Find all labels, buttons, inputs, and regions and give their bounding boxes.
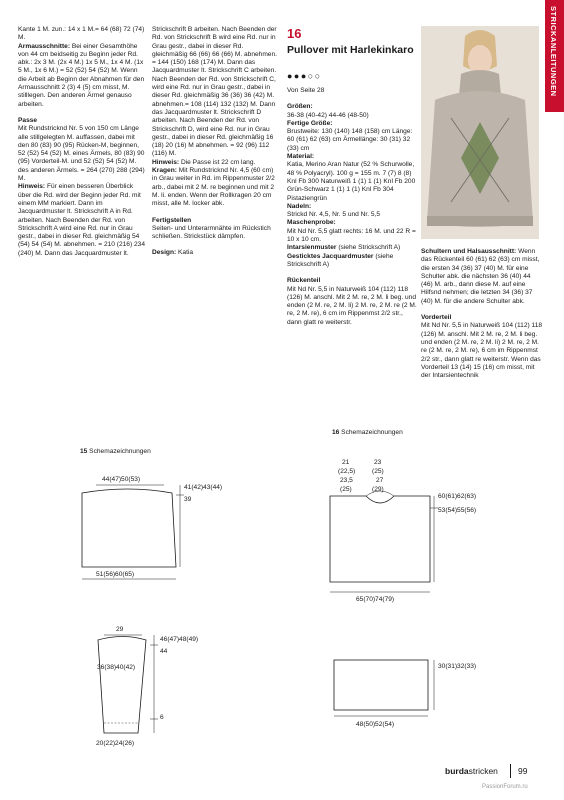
dim-sleeve-bottom: 48(50)52(54)	[356, 721, 395, 728]
heading-nadeln: Nadeln:	[287, 202, 312, 210]
dim-neck-2c: 27	[376, 477, 384, 484]
dim-neck-2d: (29)	[372, 486, 384, 493]
difficulty-rating: ●●●○○	[287, 71, 322, 81]
dim-body-top: 44(47)50(53)	[102, 476, 141, 483]
paragraph: Armausschnitte: Bei einer Gesamthöhe von 44 cm beidseitig zu Beginn jeder Rd. abk.: 2x 3 M. (2x 4 M.) 1x 5 M., 1x 4 M. (1x 5 M., 1x 6 M.) = 52 (52) 54 (52) M. Wenn die Arbeit ab Beginn der Abnahmen für den Armausschnitt 2 (3) 4 (5) cm misst, M. stilllegen. Den anderen Ärmel genauso arbeiten.	[18, 42, 145, 108]
dim-body-right-b: 53(54)55(56)	[438, 507, 477, 514]
dim-sleeve-top: 29	[116, 626, 124, 633]
dim-neck-1d: (25)	[340, 486, 352, 493]
paragraph: Hinweis: Für einen besseren Überblick über die Rd. wird der Beginn jeder Rd. mit einem MM markiert. Dann im Jacquardmuster lt. Strickschrift A in Rd. arbeiten. Nach Beenden der Rd. von Strickschrift A wird eine Rd. nur in Grau gestr., dabei in dieser Rd. gleichmäßig 54 (54) 54 (54) M. abnehmen. = 210 (216) 234 (240) M. Dann das Jacquardmuster lt.	[18, 183, 146, 257]
watermark: PassionForum.ru	[482, 784, 528, 790]
paragraph: Hinweis: Die Passe ist 22 cm lang.	[152, 158, 256, 166]
heading-inline: Armausschnitte:	[18, 42, 71, 50]
dim-sleeve-left: 36(38)40(42)	[97, 664, 136, 671]
dim-neck-1a: 21	[342, 459, 350, 466]
schema-16-drawing	[290, 440, 540, 740]
paragraph: Mit Rundstricknd Nr. 5 von 150 cm Länge alle stillgelegten M. auffassen, dabei mit den 80 (83) 90 (95) Rücken-M, beginnen, 52 (52) 54 (52) M. eines Ärmels, 80 (83) 90 (95) Vorderteil-M. und 52 (52) 54 (52) M. des anderen Ärmels. = 264 (270) 288 (294) M.	[18, 125, 145, 183]
dim-sleeve-right-c: 6	[160, 714, 164, 721]
model-illustration	[421, 26, 539, 239]
dim-body-right-a: 41(42)43(44)	[184, 484, 223, 491]
paragraph: Mit Nd Nr. 5,5 in Naturweiß 104 (112) 118 (126) M. anschl. Mit 2 M. re, 2 M. li beg. und enden (2 M. re, 2 M. li) 2 M. re, 2 M. re (2 M. re, 2 M. re), 6 cm im Rippenmst 2/2 str., dann glatt re weiterstr.	[287, 285, 417, 326]
paragraph: 36-38 (40-42) 44-46 (48-50)	[287, 111, 369, 119]
text-column-3	[287, 87, 417, 327]
paragraph: Kragen: Mit Rundstricknd Nr. 4,5 (60 cm) in Grau weiter in Rd. im Rippenmuster 2/2 arb., dabei mit 2 M. re beginnen und mit 2 M. li. enden. Wenn der Rollkragen 20 cm misst, alle M. locker abk.	[152, 167, 275, 208]
paragraph: Brustweite: 130 (140) 148 (158) cm Länge: 60 (61) 62 (63) cm Ärmellänge: 30 (31) 32 (33) cm	[287, 128, 413, 152]
model-photo	[421, 26, 539, 239]
dim-body-bottom: 51(56)60(65)	[96, 571, 135, 578]
schema-15-drawing	[0, 455, 290, 755]
schema-16-body-outline	[330, 496, 430, 582]
dim-neck-1c: 23,5	[340, 477, 353, 484]
heading-fertigstellen: Fertigstellen	[152, 216, 192, 224]
paragraph: Strickschrift B arbeiten. Nach Beenden der Rd. von Strickschrift B wird eine Rd. nur in Grau gestr., dabei in dieser Rd. gleichmäßig 66 (66) 66 (66) M. abnehmen. = 144 (150) 168 (174) M. Dann das Jacquardmuster lt. Strickschrift C arbeiten. Nach Beenden der Rd. von Strickschrift C, wird eine Rd. nur in Grau gestr., dabei in dieser Rd. gleichmäßig 36 (36) 36 (42) M. abnehmen.= 108 (114) 132 (132) M. Dann das Jacquardmuster lt. Strickschrift D arbeiten. Nach Beenden der Rd. von Strickschrift D, wird eine Rd. nur in Grau gestr., dabei in dieser Rd. gleichmäßig 16 (18) 20 (16) M abnehmen. = 92 (96) 112 (116) M.	[152, 26, 277, 158]
dim-neck-1b: (22,5)	[338, 468, 356, 475]
section-tab	[545, 0, 564, 112]
paragraph: Mit Nd Nr. 5,5 glatt rechts: 16 M. und 22 R = 10 x 10 cm.	[287, 227, 416, 244]
heading-vorderteil: Vorderteil	[421, 314, 452, 322]
schema-16-sleeve-outline	[334, 660, 428, 710]
dim-body-bottom: 65(70)74(79)	[356, 596, 395, 603]
dim-neck-2a: 23	[374, 459, 382, 466]
text-column-4	[421, 248, 543, 380]
dim-body-right-b: 39	[184, 496, 192, 503]
designer-credit: Design: Katia	[152, 249, 194, 257]
page-number: 99	[518, 766, 528, 776]
dim-sleeve-right-a: 46(47)48(49)	[160, 636, 199, 643]
schema-16-label: 16 Schemazeichnungen	[332, 429, 403, 436]
dim-sleeve-right: 30(31)32(33)	[438, 663, 477, 670]
schema-15-body-outline	[82, 489, 176, 567]
dim-neck-2b: (25)	[372, 468, 384, 475]
schema-15-label: 15 Schemazeichnungen	[80, 448, 151, 455]
paragraph: Katia, Merino Aran Natur (52 % Schurwolle, 48 % Polyacryl). 100 g = 155 m. 7 (7) 8 (8) Knl Fb 300 Naturweiß 1 (1) 1 (1) Knl Fb 200 Grün-Schwarz 1 (1) 1 (1) Knl Fb 304 Pistaziengrün	[287, 161, 416, 202]
heading-material: Material:	[287, 153, 315, 161]
dim-sleeve-bottom: 20(22)24(26)	[96, 740, 135, 747]
heading-maschenprobe: Maschenprobe:	[287, 219, 336, 227]
schema-15-sleeve-outline	[98, 637, 146, 734]
heading-fertige: Fertige Größe:	[287, 119, 333, 127]
text-column-1	[18, 26, 146, 258]
pattern-number: 16	[287, 26, 302, 41]
paragraph: Seiten- und Unterarmnähte im Rückstich schließen. Strickstück dämpfen.	[152, 224, 271, 241]
paragraph: Mit Nd Nr. 5,5 in Naturweiß 104 (112) 118 (126) M. anschl. Mit 2 M. re, 2 M. li beg. und enden (2 M. re, 2 M. li) 2 M. re, 2 M. re (2 M. re, 2 M. re), 6 cm im Rippenmst 2/2 str., dann glatt re weiterstr. Wenn das Vorderteil 13 (14) 15 (16) cm misst, mit der Intarsientechnik	[421, 322, 543, 380]
heading-groessen: Größen:	[287, 103, 313, 111]
pattern-title: Pullover mit Harlekinkaro	[287, 44, 414, 56]
magazine-brand: burdastricken	[445, 766, 498, 776]
reference: Von Seite 28	[287, 87, 325, 94]
paragraph: Schultern und Halsausschnitt: Wenn das Rückenteil 60 (61) 62 (63) cm misst, die ersten 34 (36) 37 (40) M. für eine Schulter abk. die nächsten 36 (40) 44 (46) M. arb., dann diese M. auf eine Hilfsnd nehmen; die letzten 34 (36) 37 (40) M. für die andere Schulter abk.	[421, 248, 540, 305]
paragraph: Strickd Nr. 4,5, Nr. 5 und Nr. 5,5	[287, 211, 381, 219]
paragraph: Intarsienmuster (siehe Strickschrift A)	[287, 244, 401, 252]
text-column-2	[152, 26, 278, 258]
heading-passe: Passe	[18, 116, 38, 124]
paragraph: Gesticktes Jacquardmuster (siehe Strickschrift A)	[287, 252, 394, 268]
dim-body-right-a: 60(61)62(63)	[438, 493, 477, 500]
paragraph: Kante 1 M. zun.: 14 x 1 M.= 64 (68) 72 (74) M.	[18, 26, 145, 42]
heading-rueckenteil: Rückenteil	[287, 277, 321, 285]
dim-sleeve-right-b: 44	[160, 648, 168, 655]
section-tab-label: STRICKANLEITUNGEN	[549, 6, 558, 97]
footer-divider	[510, 764, 511, 778]
